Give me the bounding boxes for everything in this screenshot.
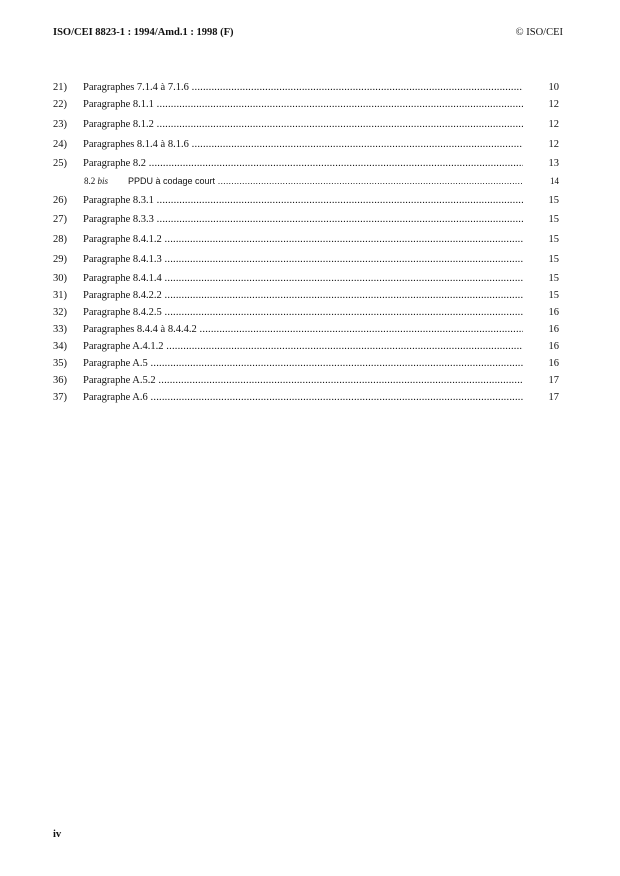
toc-entry-page: 17 [548, 392, 559, 403]
toc-entry-title: Paragraphe 8.4.1.3 ..... [83, 253, 523, 267]
toc-entry-number: 34) [53, 341, 67, 352]
toc-entry-page: 17 [548, 375, 559, 386]
toc-entry-number: 37) [53, 392, 67, 403]
toc-entry-title: Paragraphe 8.3.3 ..... [83, 213, 523, 227]
toc-entry-number: 30) [53, 273, 67, 284]
toc-entry-number: 24) [53, 139, 67, 150]
toc-entry-number: 26) [53, 195, 67, 206]
toc-entry-number: 22) [53, 99, 67, 110]
copyright-notice: © ISO/CEI [515, 27, 563, 38]
toc-entry [0, 253, 620, 267]
toc-entry [0, 340, 620, 354]
toc-entry-number: 25) [53, 158, 67, 169]
toc-entry-title: Paragraphes 8.1.4 à 8.1.6 ..... [83, 138, 523, 152]
toc-entry [0, 357, 620, 371]
toc-entry [0, 391, 620, 405]
toc-entry-page: 15 [548, 273, 559, 284]
toc-entry-title: Paragraphe 8.2 ..... [83, 157, 523, 171]
toc-entry [0, 194, 620, 208]
toc-entry-page: 13 [548, 158, 559, 169]
toc-entry-title: Paragraphe 8.4.2.5 ..... [83, 306, 523, 320]
toc-entry-title: Paragraphes 7.1.4 à 7.1.6 ..... [83, 81, 523, 95]
toc-entry-page: 16 [548, 341, 559, 352]
page-number: iv [53, 829, 62, 840]
toc-entry-number: 21) [53, 82, 67, 93]
toc-entry-page: 15 [548, 214, 559, 225]
toc-entry-number: 31) [53, 290, 67, 301]
toc-entry-number: 27) [53, 214, 67, 225]
toc-entry-number: 32) [53, 307, 67, 318]
toc-entry [0, 323, 620, 337]
toc-entry [0, 374, 620, 388]
toc-entry-title: Paragraphe A.4.1.2 ..... [83, 340, 523, 354]
toc-entry-page: 12 [548, 99, 559, 110]
toc-entry-page: 15 [548, 195, 559, 206]
toc-entry-title: Paragraphe A.6 ..... [83, 391, 523, 405]
toc-entry-title: Paragraphes 8.4.4 à 8.4.4.2 ..... [83, 323, 523, 337]
toc-entry [0, 157, 620, 171]
toc-entry-title: Paragraphe 8.1.1 ..... [83, 98, 523, 112]
toc-entry-page: 14 [550, 176, 559, 186]
toc-entry [0, 272, 620, 286]
toc-entry-page: 15 [548, 254, 559, 265]
toc-entry-title: PPDU à codage court ..... [128, 174, 523, 188]
toc-entry-page: 16 [548, 358, 559, 369]
toc-entry [0, 289, 620, 303]
toc-entry-page: 16 [548, 307, 559, 318]
toc-entry-page: 15 [548, 290, 559, 301]
toc-entry-title: Paragraphe 8.4.1.2 ..... [83, 233, 523, 247]
toc-entry-number: 33) [53, 324, 67, 335]
toc-entry-page: 10 [548, 82, 559, 93]
toc-entry-title: Paragraphe 8.1.2 ..... [83, 118, 523, 132]
toc-entry [0, 138, 620, 152]
toc-entry-page: 15 [548, 234, 559, 245]
toc-entry [0, 306, 620, 320]
toc-entry [0, 98, 620, 112]
toc-entry-title: Paragraphe 8.3.1 ..... [83, 194, 523, 208]
toc-entry-title: Paragraphe A.5.2 ..... [83, 374, 523, 388]
toc-entry [0, 81, 620, 95]
page-header [53, 27, 563, 41]
toc-entry-number: 28) [53, 234, 67, 245]
toc-entry-page: 12 [548, 119, 559, 130]
toc-entry-number: 36) [53, 375, 67, 386]
toc-entry-title: Paragraphe 8.4.1.4 ..... [83, 272, 523, 286]
toc-entry-page: 12 [548, 139, 559, 150]
toc-subentry-number: 8.2 bis [84, 176, 109, 186]
toc-entry-number: 35) [53, 358, 67, 369]
toc-entry-title: Paragraphe A.5 ..... [83, 357, 523, 371]
toc-entry-title: Paragraphe 8.4.2.2 ..... [83, 289, 523, 303]
toc-entry-number: 29) [53, 254, 67, 265]
toc-subentry [0, 174, 620, 188]
toc-entry-number: 23) [53, 119, 67, 130]
document-reference: ISO/CEI 8823-1 : 1994/Amd.1 : 1998 (F) [53, 27, 234, 38]
toc-entry [0, 233, 620, 247]
toc-entry-page: 16 [548, 324, 559, 335]
toc-entry [0, 213, 620, 227]
toc-entry [0, 118, 620, 132]
